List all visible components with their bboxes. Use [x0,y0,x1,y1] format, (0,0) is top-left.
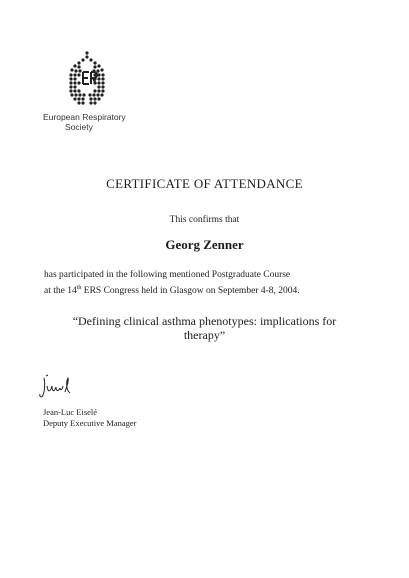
participation-line2-start: at the 14 [44,286,77,297]
logo-text-line1: European Respiratory [43,112,126,122]
participation-paragraph [44,269,374,298]
course-title-line1: “Defining clinical asthma phenotypes: implications for [72,314,337,328]
signatory-title: Deputy Executive Manager [43,418,137,428]
participation-line1: has participated in the following mentioned Postgraduate Course [44,270,291,280]
signatory-name: Jean-Luc Eiselé [43,407,98,417]
handwritten-signature [38,374,74,400]
attendee-name: Georg Zenner [165,237,244,252]
course-title-line2: therapy” [183,328,226,342]
ordinal-suffix: th [76,285,82,291]
participation-line2-end: ERS Congress held in Glasgow on September 4-8, 2004. [81,286,300,297]
confirms-text: This confirms that [169,215,240,225]
ers-logo-icon [67,50,107,110]
logo-wordmark [43,112,143,132]
logo-text-line2: Society [65,122,93,132]
signatory-block [43,407,136,429]
certificate-heading: CERTIFICATE OF ATTENDANCE [106,176,303,191]
course-title [0,314,409,342]
